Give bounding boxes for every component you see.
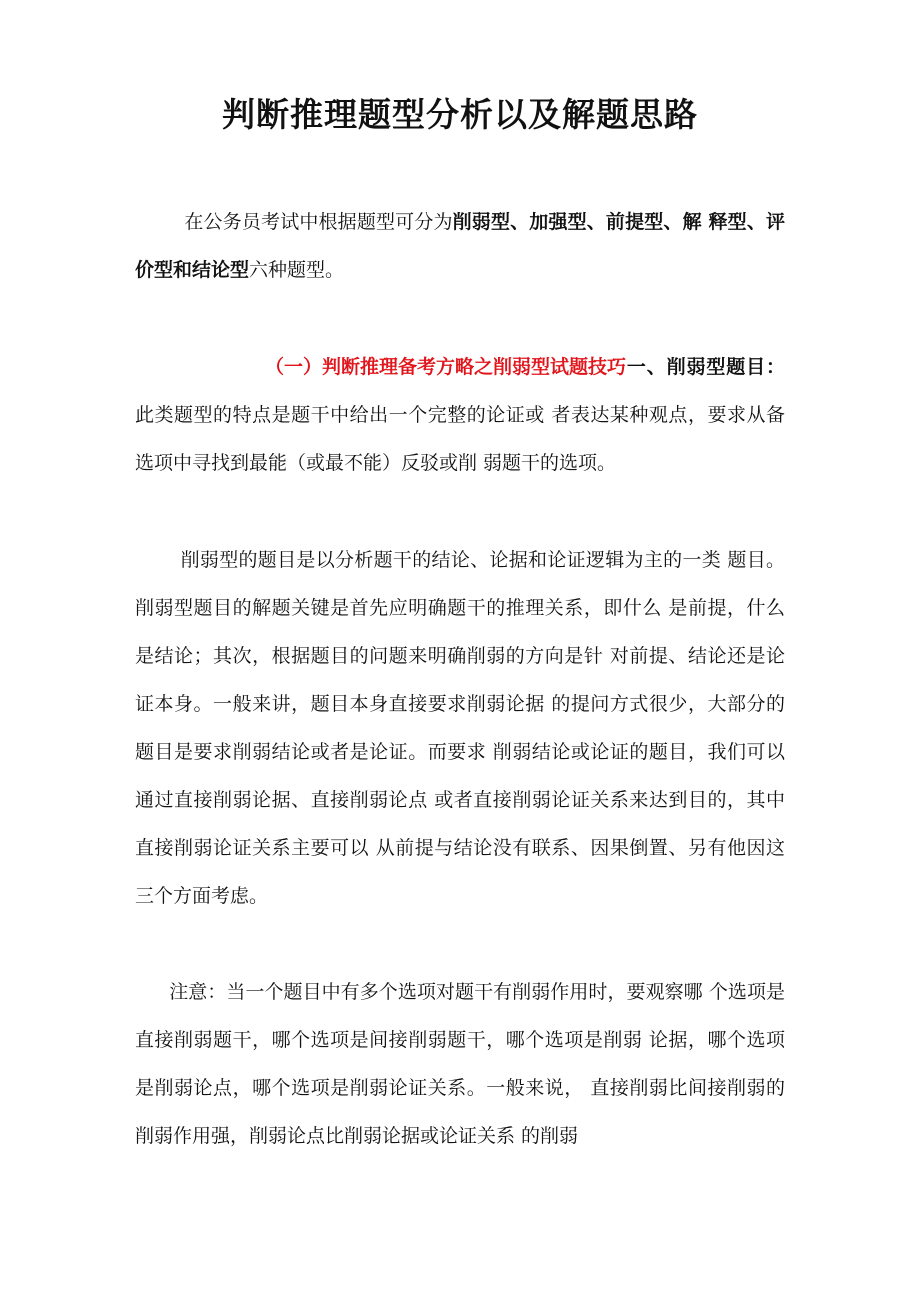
- intro-text-2: 六种题型。: [249, 259, 345, 281]
- page-title: 判断推理题型分析以及解题思路: [222, 95, 698, 134]
- section-1-subheading: 一、削弱型题目：: [626, 356, 785, 378]
- intro-question-types: 削弱型、加强型、前提型、解 释型、评价型和结论型: [135, 211, 785, 281]
- section-1-paragraph: [135, 343, 785, 487]
- section-1-heading: （一）判断推理备考方略之削弱型试题技巧: [265, 356, 627, 378]
- intro-paragraph: [135, 198, 785, 294]
- note-paragraph: 注意：当一个题目中有多个选项对题干有削弱作用时，要观察哪 个选项是直接削弱题干，哪个选项是间接削弱题干，哪个选项是削弱 论据，哪个选项是削弱论点，哪个选项是削弱论证关系。一般来说， 直接削弱比间接削弱的削弱作用强，削弱论点比削弱论据或论证关系 的削弱: [135, 981, 785, 1147]
- section-1-body: 此类题型的特点是题干中给出一个完整的论证或 者表达某种观点，要求从备选项中寻找到最能（或最不能）反驳或削 弱题干的选项。: [135, 404, 785, 474]
- intro-text-1: 在公务员考试中根据题型可分为: [184, 211, 453, 233]
- body-paragraph-2: 削弱型的题目是以分析题干的结论、论据和论证逻辑为主的一类 题目。削弱型题目的解题关键是首先应明确题干的推理关系，即什么 是前提，什么是结论；其次，根据题目的问题来明确削弱的方向是针 对前提、结论还是论证本身。一般来讲，题目本身直接要求削弱论据 的提问方式很少，大部分的题目是要求削弱结论或者是论证。而要求 削弱结论或论证的题目，我们可以通过直接削弱论据、直接削弱论点 或者直接削弱论证关系来达到目的，其中直接削弱论证关系主要可以 从前提与结论没有联系、因果倒置、另有他因这三个方面考虑。: [135, 549, 785, 907]
